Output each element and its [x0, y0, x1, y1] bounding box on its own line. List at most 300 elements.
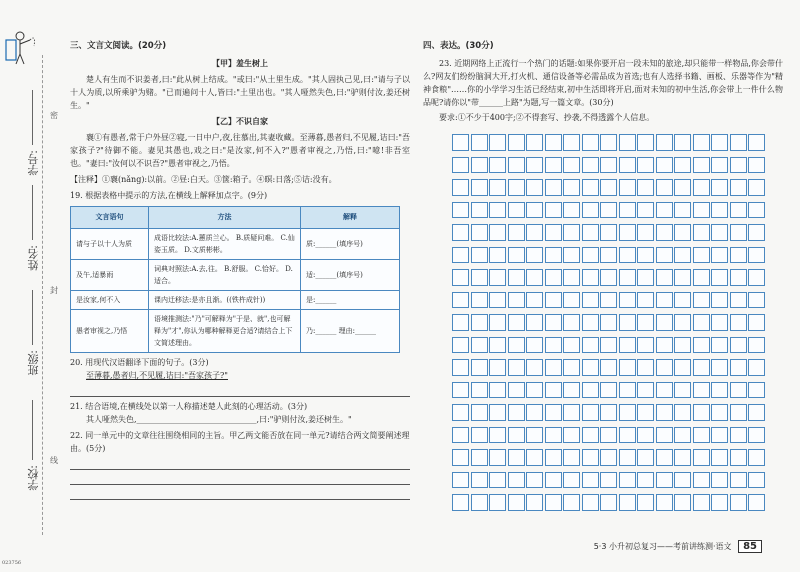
grid-cell[interactable] [582, 247, 599, 264]
grid-cell[interactable] [508, 314, 525, 331]
answer-cell[interactable]: 适:______(填序号) [301, 260, 400, 291]
grid-cell[interactable] [582, 202, 599, 219]
grid-cell[interactable] [674, 157, 691, 174]
grid-cell[interactable] [471, 134, 488, 151]
grid-cell[interactable] [545, 404, 562, 421]
grid-cell[interactable] [674, 179, 691, 196]
grid-cell[interactable] [637, 337, 654, 354]
grid-cell[interactable] [471, 382, 488, 399]
grid-cell[interactable] [582, 292, 599, 309]
grid-cell[interactable] [452, 449, 469, 466]
grid-cell[interactable] [619, 202, 636, 219]
grid-cell[interactable] [619, 404, 636, 421]
grid-cell[interactable] [619, 494, 636, 511]
grid-cell[interactable] [526, 359, 543, 376]
answer-line[interactable] [70, 487, 410, 500]
grid-cell[interactable] [582, 359, 599, 376]
grid-cell[interactable] [526, 269, 543, 286]
grid-cell[interactable] [656, 269, 673, 286]
grid-cell[interactable] [582, 179, 599, 196]
grid-cell[interactable] [674, 494, 691, 511]
grid-cell[interactable] [600, 382, 617, 399]
grid-cell[interactable] [656, 382, 673, 399]
grid-cell[interactable] [563, 134, 580, 151]
grid-cell[interactable] [711, 224, 728, 241]
grid-cell[interactable] [748, 269, 765, 286]
grid-cell[interactable] [489, 202, 506, 219]
grid-cell[interactable] [526, 404, 543, 421]
grid-cell[interactable] [508, 157, 525, 174]
grid-cell[interactable] [526, 427, 543, 444]
grid-cell[interactable] [471, 269, 488, 286]
grid-cell[interactable] [600, 202, 617, 219]
grid-cell[interactable] [452, 472, 469, 489]
grid-cell[interactable] [600, 269, 617, 286]
grid-cell[interactable] [563, 224, 580, 241]
grid-cell[interactable] [600, 247, 617, 264]
grid-cell[interactable] [711, 359, 728, 376]
grid-cell[interactable] [619, 314, 636, 331]
grid-cell[interactable] [452, 494, 469, 511]
grid-cell[interactable] [730, 157, 747, 174]
grid-cell[interactable] [563, 179, 580, 196]
grid-cell[interactable] [600, 427, 617, 444]
grid-cell[interactable] [526, 449, 543, 466]
grid-cell[interactable] [637, 224, 654, 241]
grid-cell[interactable] [693, 179, 710, 196]
grid-cell[interactable] [656, 202, 673, 219]
grid-cell[interactable] [489, 292, 506, 309]
grid-cell[interactable] [637, 292, 654, 309]
grid-cell[interactable] [545, 134, 562, 151]
grid-cell[interactable] [582, 449, 599, 466]
answer-cell[interactable]: 乃:______ 理由:______ [301, 310, 400, 353]
grid-cell[interactable] [508, 359, 525, 376]
grid-cell[interactable] [674, 359, 691, 376]
grid-cell[interactable] [730, 472, 747, 489]
grid-cell[interactable] [748, 382, 765, 399]
grid-cell[interactable] [693, 202, 710, 219]
grid-cell[interactable] [674, 337, 691, 354]
grid-cell[interactable] [508, 224, 525, 241]
grid-cell[interactable] [563, 359, 580, 376]
grid-cell[interactable] [711, 337, 728, 354]
grid-cell[interactable] [748, 134, 765, 151]
grid-cell[interactable] [452, 337, 469, 354]
grid-cell[interactable] [619, 157, 636, 174]
grid-cell[interactable] [545, 382, 562, 399]
grid-cell[interactable] [730, 359, 747, 376]
grid-cell[interactable] [637, 157, 654, 174]
grid-cell[interactable] [526, 494, 543, 511]
grid-cell[interactable] [489, 427, 506, 444]
grid-cell[interactable] [619, 269, 636, 286]
grid-cell[interactable] [656, 292, 673, 309]
grid-cell[interactable] [674, 247, 691, 264]
grid-cell[interactable] [563, 314, 580, 331]
grid-cell[interactable] [711, 269, 728, 286]
grid-cell[interactable] [600, 314, 617, 331]
grid-cell[interactable] [711, 382, 728, 399]
grid-cell[interactable] [489, 179, 506, 196]
grid-cell[interactable] [545, 427, 562, 444]
grid-cell[interactable] [508, 382, 525, 399]
grid-cell[interactable] [637, 202, 654, 219]
grid-cell[interactable] [637, 314, 654, 331]
grid-cell[interactable] [656, 427, 673, 444]
grid-cell[interactable] [748, 202, 765, 219]
grid-cell[interactable] [563, 404, 580, 421]
grid-cell[interactable] [711, 404, 728, 421]
grid-cell[interactable] [489, 404, 506, 421]
grid-cell[interactable] [545, 269, 562, 286]
grid-cell[interactable] [730, 337, 747, 354]
grid-cell[interactable] [526, 472, 543, 489]
grid-cell[interactable] [748, 404, 765, 421]
grid-cell[interactable] [730, 247, 747, 264]
grid-cell[interactable] [730, 292, 747, 309]
grid-cell[interactable] [471, 337, 488, 354]
grid-cell[interactable] [563, 449, 580, 466]
grid-cell[interactable] [545, 337, 562, 354]
grid-cell[interactable] [526, 314, 543, 331]
grid-cell[interactable] [637, 472, 654, 489]
grid-cell[interactable] [452, 382, 469, 399]
grid-cell[interactable] [730, 314, 747, 331]
grid-cell[interactable] [600, 449, 617, 466]
grid-cell[interactable] [619, 134, 636, 151]
grid-cell[interactable] [452, 202, 469, 219]
grid-cell[interactable] [656, 247, 673, 264]
grid-cell[interactable] [563, 382, 580, 399]
grid-cell[interactable] [582, 472, 599, 489]
grid-cell[interactable] [508, 404, 525, 421]
grid-cell[interactable] [600, 359, 617, 376]
grid-cell[interactable] [656, 314, 673, 331]
grid-cell[interactable] [637, 247, 654, 264]
grid-cell[interactable] [748, 157, 765, 174]
grid-cell[interactable] [471, 224, 488, 241]
grid-cell[interactable] [619, 427, 636, 444]
grid-cell[interactable] [693, 449, 710, 466]
grid-cell[interactable] [452, 134, 469, 151]
grid-cell[interactable] [563, 494, 580, 511]
grid-cell[interactable] [693, 134, 710, 151]
grid-cell[interactable] [489, 494, 506, 511]
grid-cell[interactable] [693, 247, 710, 264]
grid-cell[interactable] [508, 337, 525, 354]
grid-cell[interactable] [674, 382, 691, 399]
grid-cell[interactable] [748, 359, 765, 376]
grid-cell[interactable] [563, 292, 580, 309]
grid-cell[interactable] [619, 472, 636, 489]
grid-cell[interactable] [674, 134, 691, 151]
grid-cell[interactable] [471, 247, 488, 264]
grid-cell[interactable] [563, 269, 580, 286]
grid-cell[interactable] [674, 269, 691, 286]
grid-cell[interactable] [563, 202, 580, 219]
grid-cell[interactable] [619, 179, 636, 196]
grid-cell[interactable] [526, 179, 543, 196]
grid-cell[interactable] [674, 427, 691, 444]
grid-cell[interactable] [730, 427, 747, 444]
grid-cell[interactable] [711, 179, 728, 196]
grid-cell[interactable] [730, 494, 747, 511]
grid-cell[interactable] [693, 427, 710, 444]
school-field[interactable] [32, 400, 33, 460]
grid-cell[interactable] [619, 292, 636, 309]
grid-cell[interactable] [526, 224, 543, 241]
grid-cell[interactable] [452, 157, 469, 174]
grid-cell[interactable] [471, 404, 488, 421]
answer-line[interactable] [70, 457, 410, 470]
grid-cell[interactable] [748, 179, 765, 196]
grid-cell[interactable] [619, 359, 636, 376]
grid-cell[interactable] [508, 472, 525, 489]
grid-cell[interactable] [489, 224, 506, 241]
grid-cell[interactable] [656, 472, 673, 489]
grid-cell[interactable] [452, 359, 469, 376]
grid-cell[interactable] [600, 134, 617, 151]
grid-cell[interactable] [674, 314, 691, 331]
grid-cell[interactable] [730, 134, 747, 151]
grid-cell[interactable] [545, 494, 562, 511]
grid-cell[interactable] [526, 134, 543, 151]
grid-cell[interactable] [748, 292, 765, 309]
grid-cell[interactable] [619, 224, 636, 241]
grid-cell[interactable] [730, 269, 747, 286]
grid-cell[interactable] [711, 314, 728, 331]
grid-cell[interactable] [508, 269, 525, 286]
grid-cell[interactable] [545, 292, 562, 309]
grid-cell[interactable] [730, 202, 747, 219]
grid-cell[interactable] [674, 404, 691, 421]
grid-cell[interactable] [545, 157, 562, 174]
grid-cell[interactable] [582, 382, 599, 399]
grid-cell[interactable] [637, 404, 654, 421]
grid-cell[interactable] [656, 494, 673, 511]
grid-cell[interactable] [656, 157, 673, 174]
grid-cell[interactable] [582, 134, 599, 151]
grid-cell[interactable] [619, 449, 636, 466]
grid-cell[interactable] [656, 134, 673, 151]
grid-cell[interactable] [656, 224, 673, 241]
grid-cell[interactable] [711, 494, 728, 511]
grid-cell[interactable] [471, 359, 488, 376]
grid-cell[interactable] [471, 292, 488, 309]
grid-cell[interactable] [711, 292, 728, 309]
grid-cell[interactable] [471, 472, 488, 489]
grid-cell[interactable] [545, 359, 562, 376]
grid-cell[interactable] [748, 247, 765, 264]
grid-cell[interactable] [582, 337, 599, 354]
grid-cell[interactable] [582, 494, 599, 511]
grid-cell[interactable] [526, 247, 543, 264]
grid-cell[interactable] [582, 314, 599, 331]
class-field[interactable] [32, 290, 33, 345]
grid-cell[interactable] [600, 224, 617, 241]
grid-cell[interactable] [582, 404, 599, 421]
grid-cell[interactable] [452, 427, 469, 444]
grid-cell[interactable] [619, 337, 636, 354]
grid-cell[interactable] [656, 359, 673, 376]
grid-cell[interactable] [508, 134, 525, 151]
grid-cell[interactable] [452, 404, 469, 421]
answer-line[interactable] [70, 472, 410, 485]
grid-cell[interactable] [711, 472, 728, 489]
grid-cell[interactable] [489, 359, 506, 376]
grid-cell[interactable] [526, 202, 543, 219]
grid-cell[interactable] [563, 337, 580, 354]
grid-cell[interactable] [711, 202, 728, 219]
grid-cell[interactable] [600, 179, 617, 196]
grid-cell[interactable] [508, 292, 525, 309]
grid-cell[interactable] [748, 314, 765, 331]
grid-cell[interactable] [563, 247, 580, 264]
grid-cell[interactable] [711, 157, 728, 174]
grid-cell[interactable] [526, 292, 543, 309]
grid-cell[interactable] [693, 157, 710, 174]
grid-cell[interactable] [693, 314, 710, 331]
grid-cell[interactable] [711, 247, 728, 264]
grid-cell[interactable] [563, 472, 580, 489]
grid-cell[interactable] [748, 224, 765, 241]
grid-cell[interactable] [489, 337, 506, 354]
grid-cell[interactable] [545, 449, 562, 466]
grid-cell[interactable] [600, 494, 617, 511]
grid-cell[interactable] [600, 292, 617, 309]
answer-cell[interactable]: 质:______(填序号) [301, 229, 400, 260]
grid-cell[interactable] [600, 157, 617, 174]
grid-cell[interactable] [582, 427, 599, 444]
grid-cell[interactable] [711, 449, 728, 466]
grid-cell[interactable] [489, 134, 506, 151]
grid-cell[interactable] [637, 269, 654, 286]
grid-cell[interactable] [545, 202, 562, 219]
grid-cell[interactable] [674, 472, 691, 489]
grid-cell[interactable] [730, 382, 747, 399]
grid-cell[interactable] [637, 494, 654, 511]
grid-cell[interactable] [471, 202, 488, 219]
grid-cell[interactable] [508, 449, 525, 466]
grid-cell[interactable] [452, 179, 469, 196]
grid-cell[interactable] [600, 404, 617, 421]
grid-cell[interactable] [563, 157, 580, 174]
grid-cell[interactable] [619, 247, 636, 264]
grid-cell[interactable] [711, 427, 728, 444]
grid-cell[interactable] [619, 382, 636, 399]
grid-cell[interactable] [600, 337, 617, 354]
grid-cell[interactable] [489, 269, 506, 286]
grid-cell[interactable] [489, 314, 506, 331]
grid-cell[interactable] [545, 314, 562, 331]
grid-cell[interactable] [656, 449, 673, 466]
grid-cell[interactable] [471, 157, 488, 174]
composition-grid[interactable] [452, 134, 767, 516]
grid-cell[interactable] [489, 247, 506, 264]
answer-cell[interactable]: 是:______ [301, 291, 400, 310]
answer-line[interactable] [70, 384, 410, 397]
grid-cell[interactable] [748, 472, 765, 489]
grid-cell[interactable] [656, 179, 673, 196]
grid-cell[interactable] [508, 427, 525, 444]
grid-cell[interactable] [637, 449, 654, 466]
grid-cell[interactable] [748, 494, 765, 511]
grid-cell[interactable] [489, 449, 506, 466]
grid-cell[interactable] [526, 337, 543, 354]
grid-cell[interactable] [526, 157, 543, 174]
grid-cell[interactable] [674, 449, 691, 466]
grid-cell[interactable] [693, 224, 710, 241]
grid-cell[interactable] [693, 494, 710, 511]
grid-cell[interactable] [693, 292, 710, 309]
grid-cell[interactable] [674, 202, 691, 219]
grid-cell[interactable] [563, 427, 580, 444]
grid-cell[interactable] [508, 247, 525, 264]
grid-cell[interactable] [637, 427, 654, 444]
grid-cell[interactable] [489, 157, 506, 174]
grid-cell[interactable] [452, 224, 469, 241]
grid-cell[interactable] [452, 292, 469, 309]
grid-cell[interactable] [693, 404, 710, 421]
student-id-field[interactable] [32, 90, 33, 145]
grid-cell[interactable] [637, 179, 654, 196]
grid-cell[interactable] [545, 224, 562, 241]
grid-cell[interactable] [730, 404, 747, 421]
grid-cell[interactable] [471, 314, 488, 331]
grid-cell[interactable] [471, 427, 488, 444]
grid-cell[interactable] [693, 472, 710, 489]
grid-cell[interactable] [545, 472, 562, 489]
grid-cell[interactable] [637, 382, 654, 399]
grid-cell[interactable] [693, 269, 710, 286]
grid-cell[interactable] [452, 314, 469, 331]
grid-cell[interactable] [748, 427, 765, 444]
name-field[interactable] [32, 185, 33, 240]
grid-cell[interactable] [508, 179, 525, 196]
grid-cell[interactable] [656, 337, 673, 354]
grid-cell[interactable] [637, 359, 654, 376]
grid-cell[interactable] [582, 224, 599, 241]
grid-cell[interactable] [730, 179, 747, 196]
grid-cell[interactable] [471, 179, 488, 196]
grid-cell[interactable] [508, 202, 525, 219]
grid-cell[interactable] [582, 157, 599, 174]
grid-cell[interactable] [748, 337, 765, 354]
grid-cell[interactable] [674, 224, 691, 241]
grid-cell[interactable] [730, 224, 747, 241]
grid-cell[interactable] [489, 472, 506, 489]
grid-cell[interactable] [600, 472, 617, 489]
grid-cell[interactable] [711, 134, 728, 151]
grid-cell[interactable] [674, 292, 691, 309]
grid-cell[interactable] [693, 382, 710, 399]
grid-cell[interactable] [730, 449, 747, 466]
grid-cell[interactable] [693, 337, 710, 354]
grid-cell[interactable] [545, 247, 562, 264]
grid-cell[interactable] [452, 247, 469, 264]
grid-cell[interactable] [748, 449, 765, 466]
grid-cell[interactable] [582, 269, 599, 286]
grid-cell[interactable] [545, 179, 562, 196]
grid-cell[interactable] [489, 382, 506, 399]
grid-cell[interactable] [508, 494, 525, 511]
grid-cell[interactable] [471, 494, 488, 511]
grid-cell[interactable] [452, 269, 469, 286]
grid-cell[interactable] [656, 404, 673, 421]
grid-cell[interactable] [471, 449, 488, 466]
grid-cell[interactable] [637, 134, 654, 151]
